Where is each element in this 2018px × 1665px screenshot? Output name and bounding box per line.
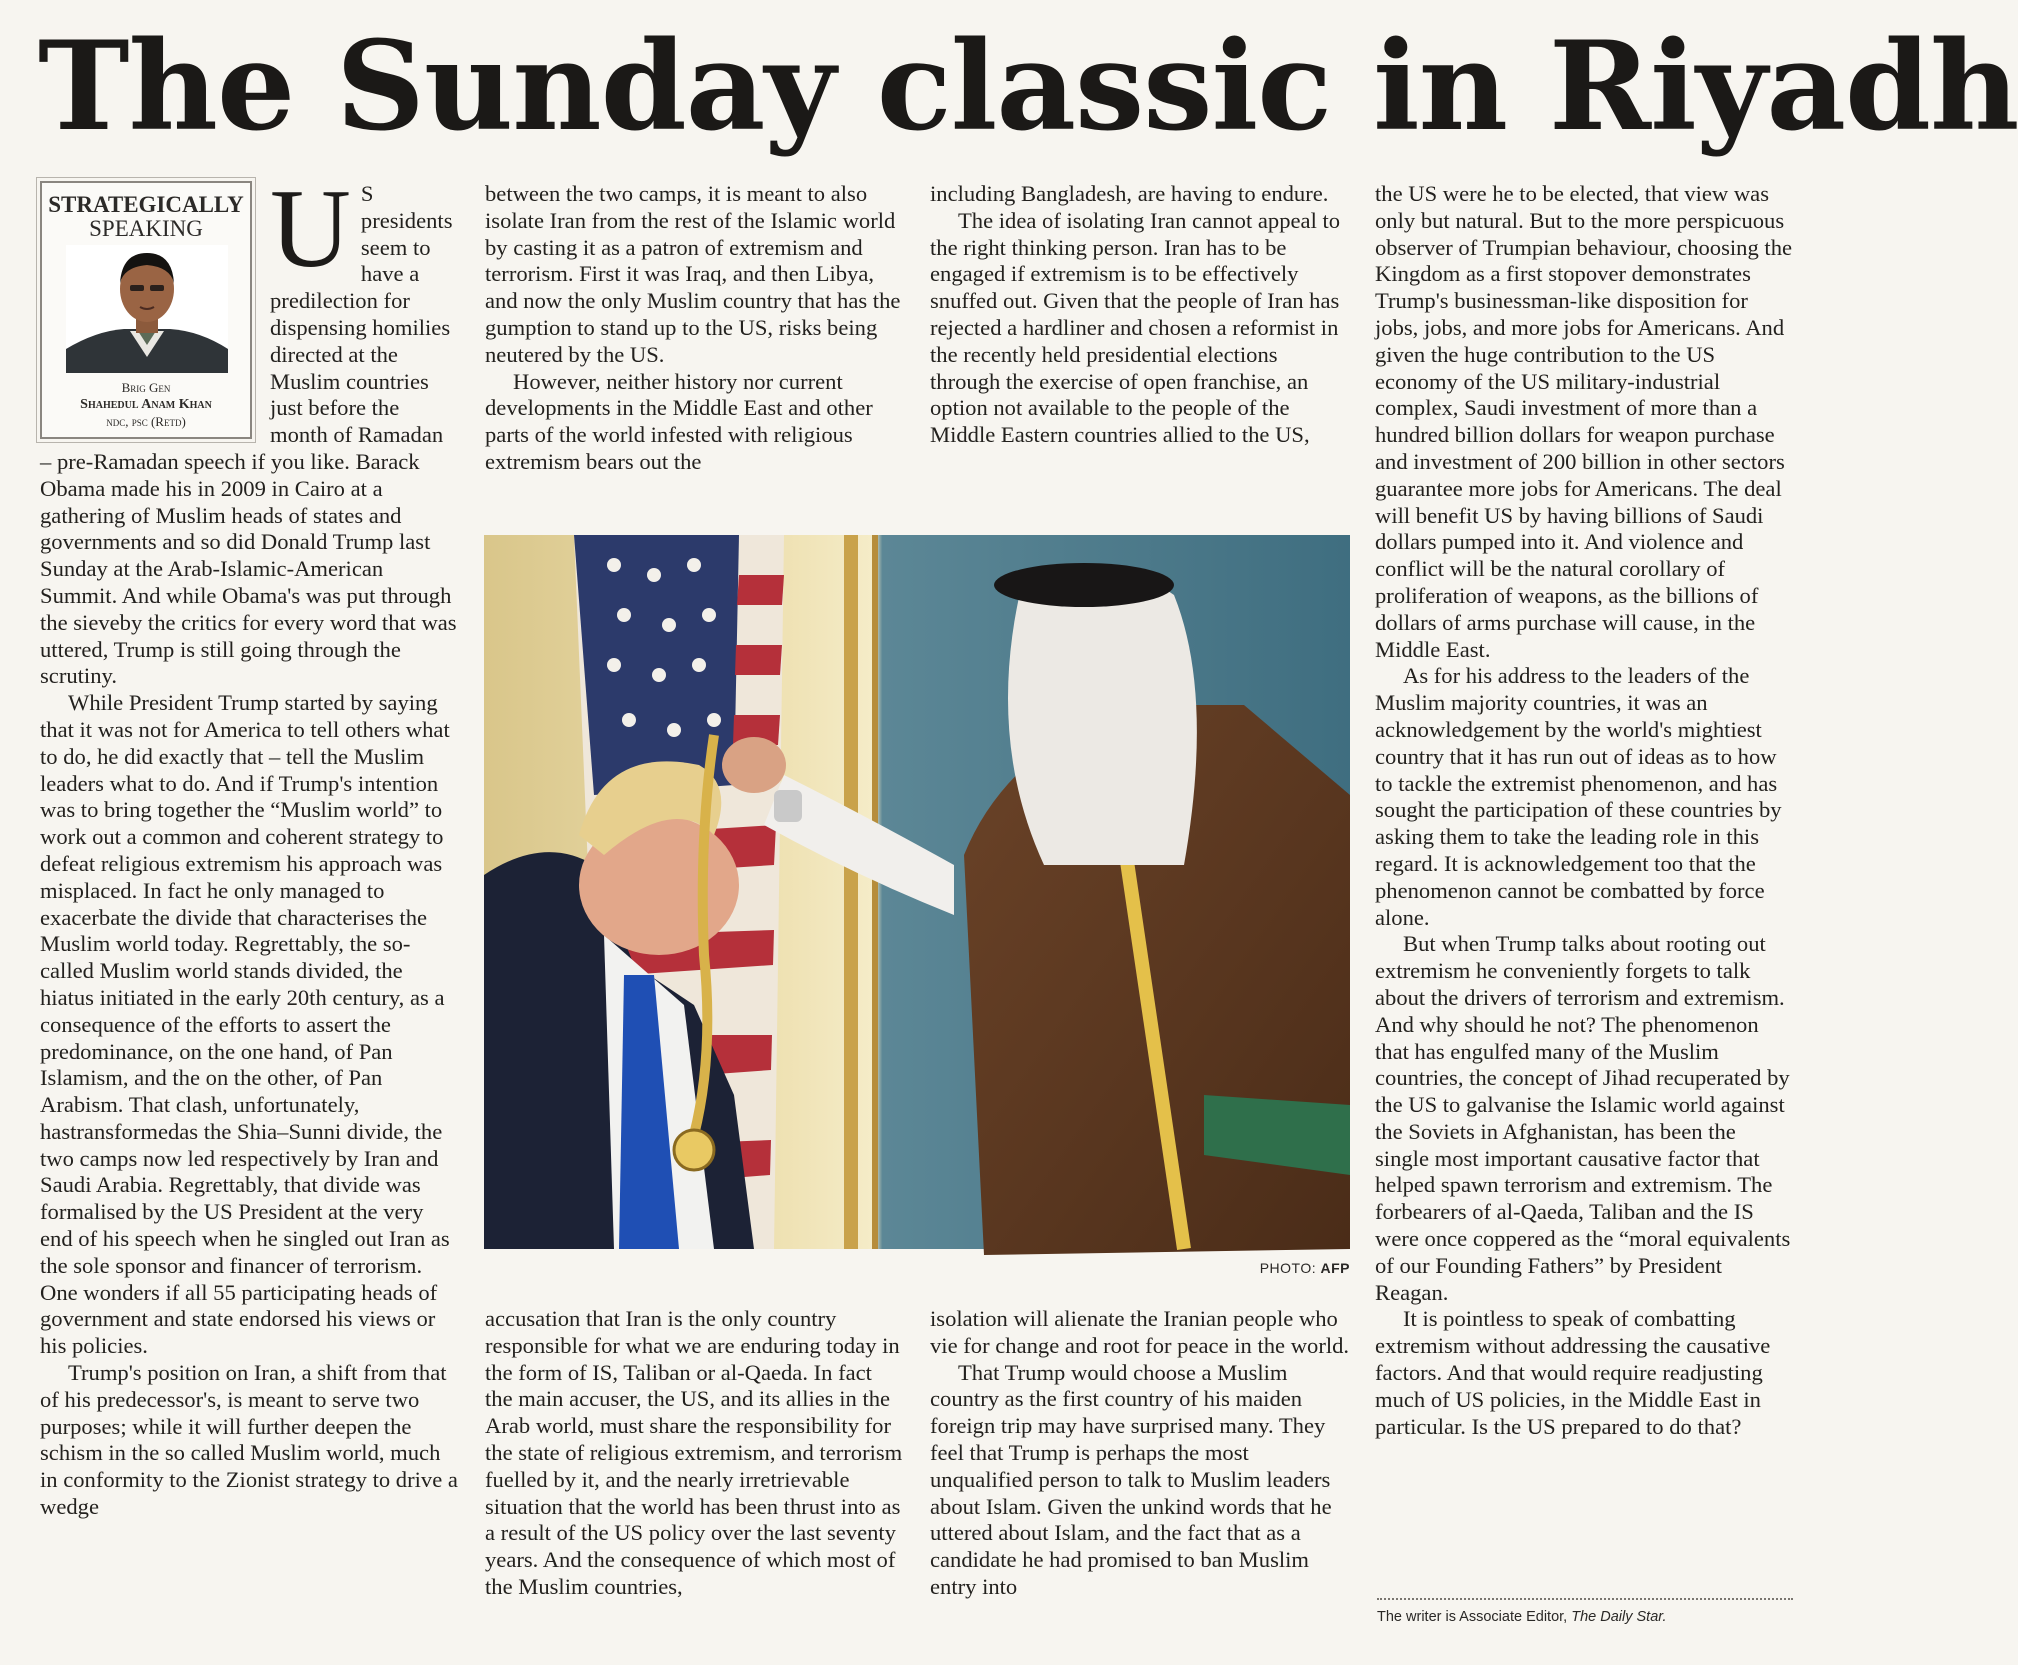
author-name: Shahedul Anam Khan <box>80 397 212 412</box>
photo-credit-source: AFP <box>1320 1260 1350 1276</box>
column-title <box>42 193 250 241</box>
paragraph: accusation that Iran is the only country responsible for what we are enduring today in the form of IS, Taliban or al-Qaeda. In fact the main accuser, the US, and its allies in the Arab world, must share the responsibility for the state of religious extremism, and terrorism fuelled by it, and the nearly irretrievable situation that the world has been thrust into as a result of the US policy over the last seventy years. And the consequence of which most of the Muslim countries, <box>485 1306 903 1599</box>
article-column-1 <box>40 167 458 1521</box>
paragraph: As for his address to the leaders of the Muslim majority countries, it was an acknowledgement by the world's mightiest country that it has run out of ideas as to how to tackle the extremist phenomenon, and has sought the participation of these countries by asking them to take the leading role in this regard. It is acknowledgement too that the phenomenon cannot be combatted by force alone. <box>1375 663 1782 930</box>
photo-illustration <box>484 535 1350 1249</box>
paragraph: While President Trump started by saying that it was not for America to tell others what to do, he did exactly that – tell the Muslim leaders what to do. And if Trump's intention was to bring together the “Muslim world” to work out a common and coherent strategy to defeat religious extremism his approach was misplaced. In fact he only managed to exacerbate the divide that characterises the Muslim world today. Regrettably, the so-called Muslim world stands divided, the hiatus initiated in the early 20th century, as a consequence of the efforts to assert the predominance, on the one hand, of Pan Islamism, and the on the other, of Pan Arabism. That clash, unfortunately, hastransformedas the Shia–Sunni divide, the two camps now led respectively by Iran and Saudi Arabia. Regrettably, that divide was formalised by the US President at the very end of his speech when he singled out Iran as the sole sponsor and financer of terrorism. One wonders if all 55 participating heads of government and state endorsed his views or his policies. <box>40 690 450 1359</box>
article-column-2-bottom <box>485 1306 905 1601</box>
paragraph: The idea of isolating Iran cannot appeal to the right thinking person. Iran has to be engaged if extremism is to be effectively snuffed out. Given that the people of Iran has rejected a hardliner and chosen a reformist in the recently held presidential elections through the exercise of open franchise, an option not available to the people of the Middle Eastern countries allied to the US, <box>930 207 1341 448</box>
photo-credit <box>1150 1260 1350 1276</box>
author-byline <box>42 379 250 430</box>
paragraph: isolation will alienate the Iranian people who vie for change and root for peace in the world. <box>930 1306 1350 1358</box>
paragraph: But when Trump talks about rooting out extremism he conveniently forgets to talk about the drivers of terrorism and extremism. And why should he not? The phenomenon that has engulfed many of the Muslim countries, the concept of Jihad recuperated by the US to galvanise the Islamic world against the Soviets in Afghanistan, has been the single most important causative factor that helped spawn terrorism and extremism. The forbearers of al-Qaeda, Taliban and the IS were once coppered as the “moral equivalents of our Founding Fathers” by President Reagan. <box>1375 931 1791 1305</box>
publication-name: The Daily Star. <box>1571 1609 1667 1625</box>
paragraph: However, neither history nor current developments in the Middle East and other parts of the world infested with religious extremism bears out the <box>485 368 873 474</box>
paragraph: It is pointless to speak of combatting extremism without addressing the causative factors. And that would require readjusting much of US policies, in the Middle East in particular. Is the US prepared to do that? <box>1375 1306 1771 1439</box>
article-column-2-top <box>485 181 905 476</box>
paragraph-text: S presidents seem to have a predilection for dispensing homilies directed at the Muslim countries just before the month of Ramadan – pre-Ramadan speech if you like. Barack Obama made his in 2009 in Cairo at a gathering of Muslim heads of states and governments and so did Donald Trump last Sunday at the Arab-Islamic-American Summit. And while Obama's was put through the sieveby the critics for every word that was uttered, Trump is still going through the scrutiny. <box>40 181 457 689</box>
author-photo <box>66 245 228 373</box>
author-suffix: ndc, psc (Retd) <box>106 414 186 429</box>
author-rank: Brig Gen <box>121 380 171 395</box>
headline: The Sunday classic in Riyadh <box>38 15 2018 159</box>
paragraph: Trump's position on Iran, a shift from that of his predecessor's, is meant to serve two purposes; while it will further deepen the schism in the so called Muslim world, much in conformity to the Zionist strategy to drive a wedge <box>40 1360 458 1520</box>
article-column-3-bottom <box>930 1306 1352 1601</box>
photo-credit-label: PHOTO: <box>1259 1260 1317 1276</box>
article-column-4 <box>1375 181 1795 1440</box>
paragraph: the US were he to be elected, that view was only but natural. But to the more perspicuous observer of Trumpian behaviour, choosing the Kingdom as a first stopover demonstrates Trump's businessman-like disposition for jobs, jobs, and more jobs for Americans. And given the huge contribution to the US economy of the US military-industrial complex, Saudi investment of more than a hundred billion dollars for weapon purchase and investment of 200 billion in other sectors guarantee more jobs for Americans. The deal will benefit US by having billions of Saudi dollars pumped into it. And violence and conflict will be the natural corollary of proliferation of weapons, as the billions of dollars of arms purchase will cause, in the Middle East. <box>1375 181 1793 662</box>
paragraph: including Bangladesh, are having to endure. <box>930 181 1329 206</box>
column-title-line-1: STRATEGICALLY <box>48 192 244 217</box>
article-column-3-top <box>930 181 1352 449</box>
columnist-badge <box>40 181 252 439</box>
footer-divider <box>1377 1598 1793 1600</box>
paragraph: between the two camps, it is meant to also isolate Iran from the rest of the Islamic world by casting it as a patron of extremism and terrorism. First it was Iraq, and then Libya, and now the only Muslim country that has the gumption to stand up to the US, risks being neutered by the US. <box>485 181 901 367</box>
writer-note <box>1377 1609 1797 1625</box>
article-photo <box>484 535 1350 1249</box>
column-title-line-2: SPEAKING <box>89 216 203 241</box>
drop-cap: U <box>270 167 351 291</box>
paragraph: That Trump would choose a Muslim country as the first country of his maiden foreign trip may have surprised many. They feel that Trump is perhaps the most unqualified person to talk to Muslim leaders about Islam. Given the unkind words that he uttered about Islam, and the fact that as a candidate he had promised to ban Muslim entry into <box>930 1359 1332 1599</box>
writer-note-text: The writer is Associate Editor, <box>1377 1609 1568 1625</box>
